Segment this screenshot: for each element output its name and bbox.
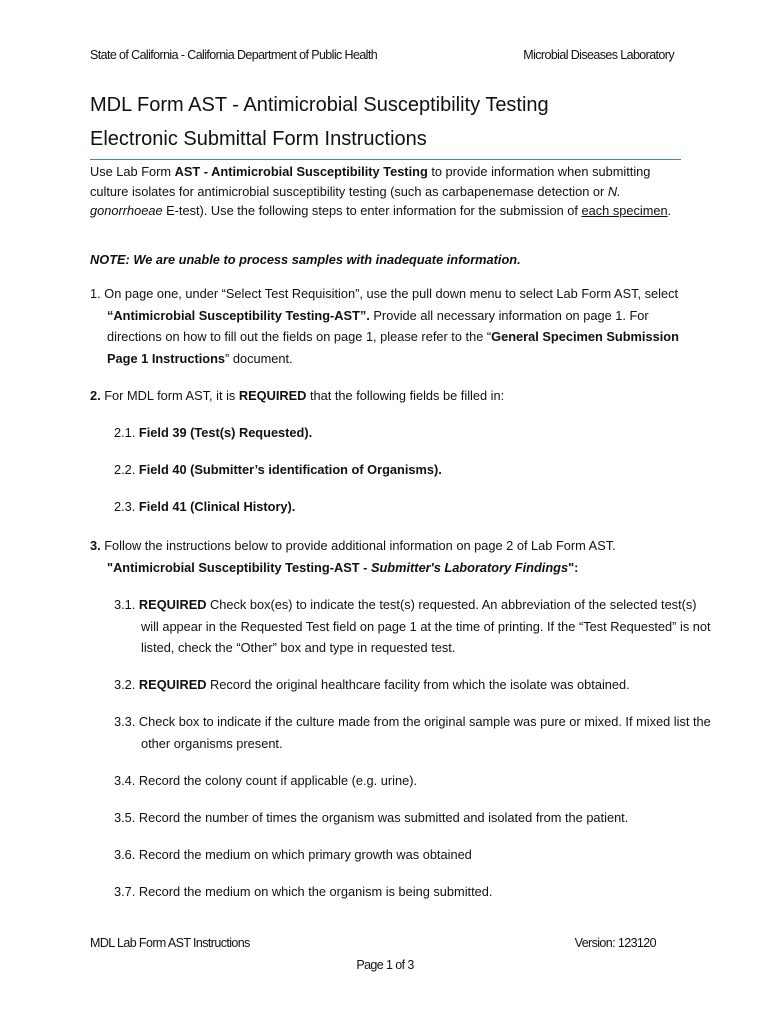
step-1-bold-2: General Specimen Submission Page 1 Instructions: [107, 329, 679, 366]
intro-text-1: Use Lab Form: [90, 164, 175, 179]
item-text: Record the colony count if applicable (e.g. urine).: [138, 773, 418, 788]
item-number: 3.2.: [114, 677, 136, 692]
item-number: 2.3.: [114, 499, 136, 514]
item-number: 3.5.: [114, 810, 136, 825]
step-3-bold-italic: Submitter's Laboratory Findings: [370, 559, 569, 575]
step-3-bold-2: ":: [568, 559, 579, 575]
step-3-item: [114, 844, 712, 866]
item-text: Record the medium on which primary growth was obtained: [138, 847, 472, 862]
step-3-bold-1: "Antimicrobial Susceptibility Testing-AST -: [107, 559, 371, 575]
item-number: 3.3.: [114, 714, 136, 729]
item-required: REQUIRED: [138, 597, 207, 612]
title-line-2: Electronic Submittal Form Instructions: [90, 128, 427, 150]
step-1-text-3: ” document.: [225, 350, 293, 366]
step-3-text-1: Follow the instructions below to provide additional information on page 2 of Lab Form AST.: [100, 538, 616, 553]
step-2-item: [114, 422, 685, 444]
item-text: Field 41 (Clinical History).: [138, 499, 296, 514]
item-text: Record the original healthcare facility from which the isolate was obtained.: [206, 677, 630, 692]
item-text: Field 39 (Test(s) Requested).: [138, 425, 313, 440]
intro-paragraph: [90, 162, 685, 221]
item-number: 2.1.: [114, 425, 136, 440]
step-3-item: [114, 807, 712, 829]
header-left: State of California - California Department of Public Health: [90, 48, 378, 62]
intro-bold-form: AST - Antimicrobial Susceptibility Testing: [174, 164, 428, 179]
item-text: Field 40 (Submitter’s identification of Organisms).: [138, 462, 442, 477]
step-2-item: [114, 496, 685, 518]
item-number: 3.6.: [114, 847, 136, 862]
step-3-item: [114, 770, 712, 792]
item-number: 3.4.: [114, 773, 136, 788]
item-text: Record the medium on which the organism is being submitted.: [138, 884, 493, 899]
step-1-text-2: Provide all necessary information on page 1. For directions on how to fill out the fields on page 1, please refer to the “: [107, 307, 649, 344]
item-required: REQUIRED: [138, 677, 207, 692]
note-warning: NOTE: We are unable to process samples with inadequate information.: [90, 252, 521, 267]
page-number: Page 1 of 3: [356, 958, 414, 972]
footer-version: Version: 123120: [574, 936, 656, 950]
header-right: Microbial Diseases Laboratory: [523, 48, 674, 62]
step-2-required: REQUIRED: [238, 388, 307, 403]
intro-text-3: E-test). Use the following steps to enter information for the submission of: [162, 203, 582, 218]
item-number: 3.7.: [114, 884, 136, 899]
item-number: 2.2.: [114, 462, 136, 477]
item-text: Record the number of times the organism was submitted and isolated from the patient.: [138, 810, 629, 825]
step-1-number: 1.: [90, 286, 101, 301]
intro-text-2: to provide information when submitting culture isolates for antimicrobial susceptibility testing (such as carbapenemase detection or: [90, 164, 651, 199]
step-3: [90, 535, 702, 578]
title-line-1: MDL Form AST - Antimicrobial Susceptibility Testing: [90, 94, 549, 116]
item-text: Check box to indicate if the culture made from the original sample was pure or mixed. If mixed list the other organisms present.: [138, 714, 711, 751]
intro-underline: each specimen: [581, 203, 668, 218]
item-number: 3.1.: [114, 597, 136, 612]
title-rule: [90, 159, 681, 160]
step-2-text-1: For MDL form AST, it is: [100, 388, 239, 403]
step-3-item: [114, 881, 712, 903]
item-text: Check box(es) to indicate the test(s) requested. An abbreviation of the selected test(s) will appear in the Requested Test field on page 1 at the time of printing. If the “Test Requested” is not listed, check the “Other” box and type in requested test.: [141, 597, 711, 655]
intro-text-4: .: [667, 203, 672, 218]
step-3-number: 3.: [90, 538, 101, 553]
step-3-item: [114, 594, 712, 659]
footer-left: MDL Lab Form AST Instructions: [90, 936, 250, 950]
step-2-item: [114, 459, 685, 481]
intro-italic-organism: N. gonorrhoeae: [90, 183, 621, 218]
step-3-item: [114, 711, 712, 754]
step-1: [90, 283, 702, 369]
step-2-text-2: that the following fields be filled in:: [306, 388, 505, 403]
step-1-text-1: On page one, under “Select Test Requisition”, use the pull down menu to select Lab Form AST, select: [100, 286, 679, 301]
step-1-bold-1: “Antimicrobial Susceptibility Testing-AST”.: [107, 307, 370, 323]
step-3-item: [114, 674, 712, 696]
step-2-number: 2.: [90, 388, 101, 403]
step-2: [90, 385, 685, 407]
